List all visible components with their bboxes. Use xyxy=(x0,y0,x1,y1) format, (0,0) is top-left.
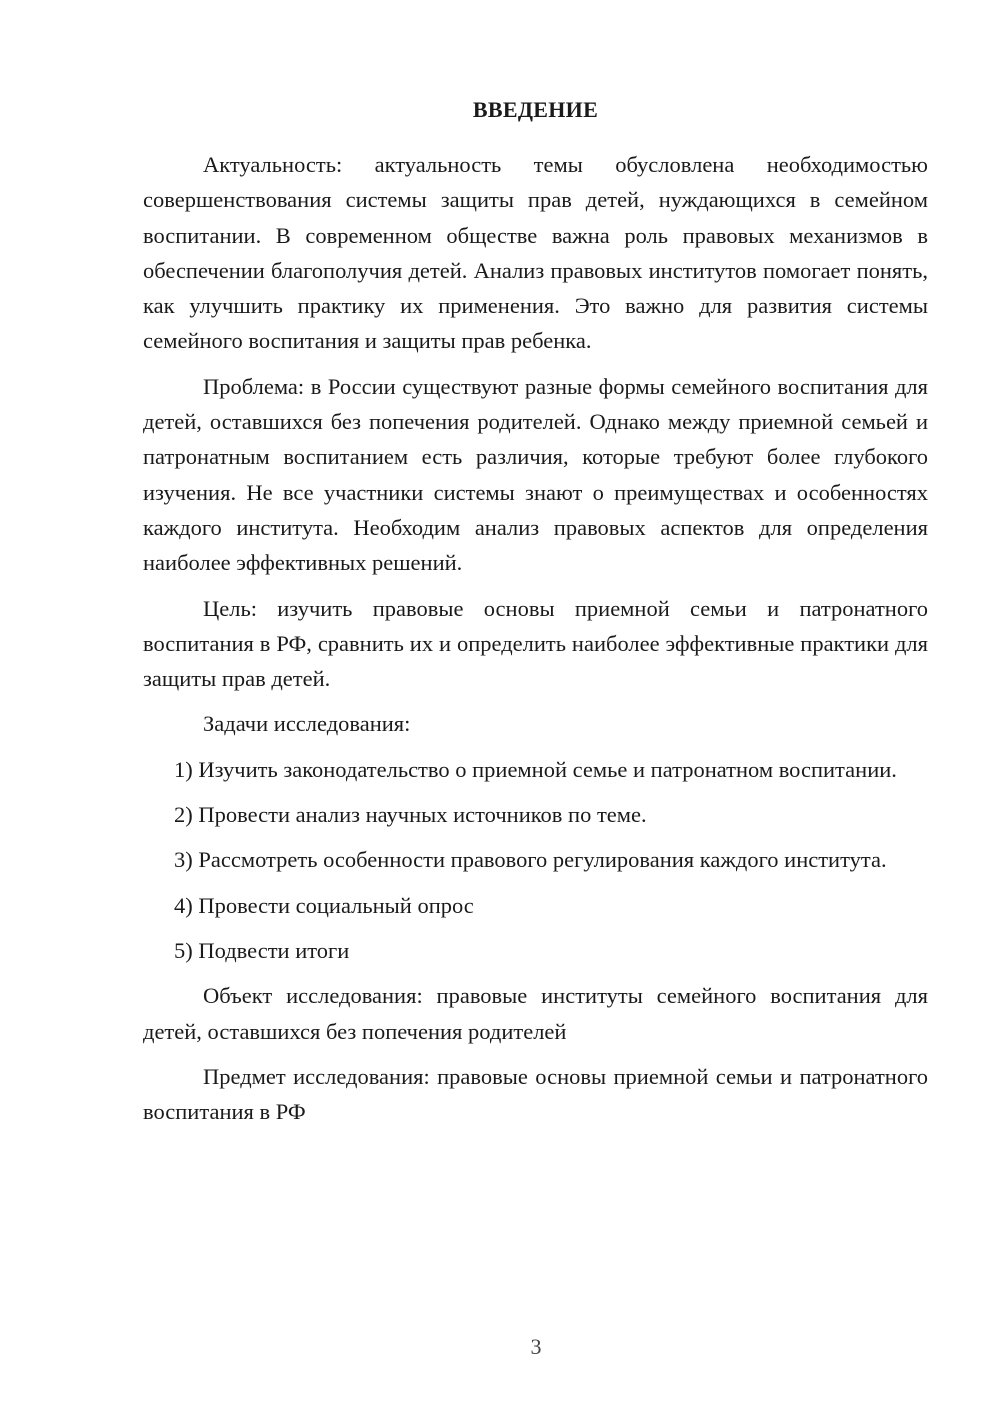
task-item-3: 3) Рассмотреть особенности правового регулирования каждого института. xyxy=(174,847,887,873)
section-title: ВВЕДЕНИЕ xyxy=(472,97,599,122)
paragraph-problem: Проблема: в России существуют разные формы семейного воспитания для детей, оставшихся без попечения родителей. Однако между приемной семьей и патронатным воспитанием есть различия, которые требуют более глубокого изучения. Не все участники системы знают о преимуществах и особенностях каждого института. Необходим анализ правовых аспектов для определения наиболее эффективных решений. xyxy=(143,373,928,576)
paragraph-tasks-heading: Задачи исследования: xyxy=(203,711,411,737)
paragraph-goal: Цель: изучить правовые основы приемной семьи и патронатного воспитания в РФ, сравнить их и определить наиболее эффективные практики для защиты прав детей. xyxy=(143,595,928,692)
paragraph-object: Объект исследования: правовые институты семейного воспитания для детей, оставшихся без попечения родителей xyxy=(143,983,928,1044)
page-content xyxy=(143,95,928,1139)
task-item-4: 4) Провести социальный опрос xyxy=(174,892,474,918)
task-item-5: 5) Подвести итоги xyxy=(174,937,350,963)
page-number: 3 xyxy=(530,1334,542,1359)
task-item-2: 2) Провести анализ научных источников по теме. xyxy=(174,802,647,828)
paragraph-subject: Предмет исследования: правовые основы приемной семьи и патронатного воспитания в РФ xyxy=(143,1063,928,1125)
paragraph-relevance: Актуальность: актуальность темы обусловлена необходимостью совершенствования системы защиты прав детей, нуждающихся в семейном воспитании. В современном обществе важна роль правовых механизмов в обеспечении благополучия детей. Анализ правовых институтов помогает понять, как улучшить практику их применения. Это важно для развития системы семейного воспитания и защиты прав ребенка. xyxy=(143,152,928,354)
task-item-1: 1) Изучить законодательство о приемной семье и патронатном воспитании. xyxy=(174,756,897,782)
